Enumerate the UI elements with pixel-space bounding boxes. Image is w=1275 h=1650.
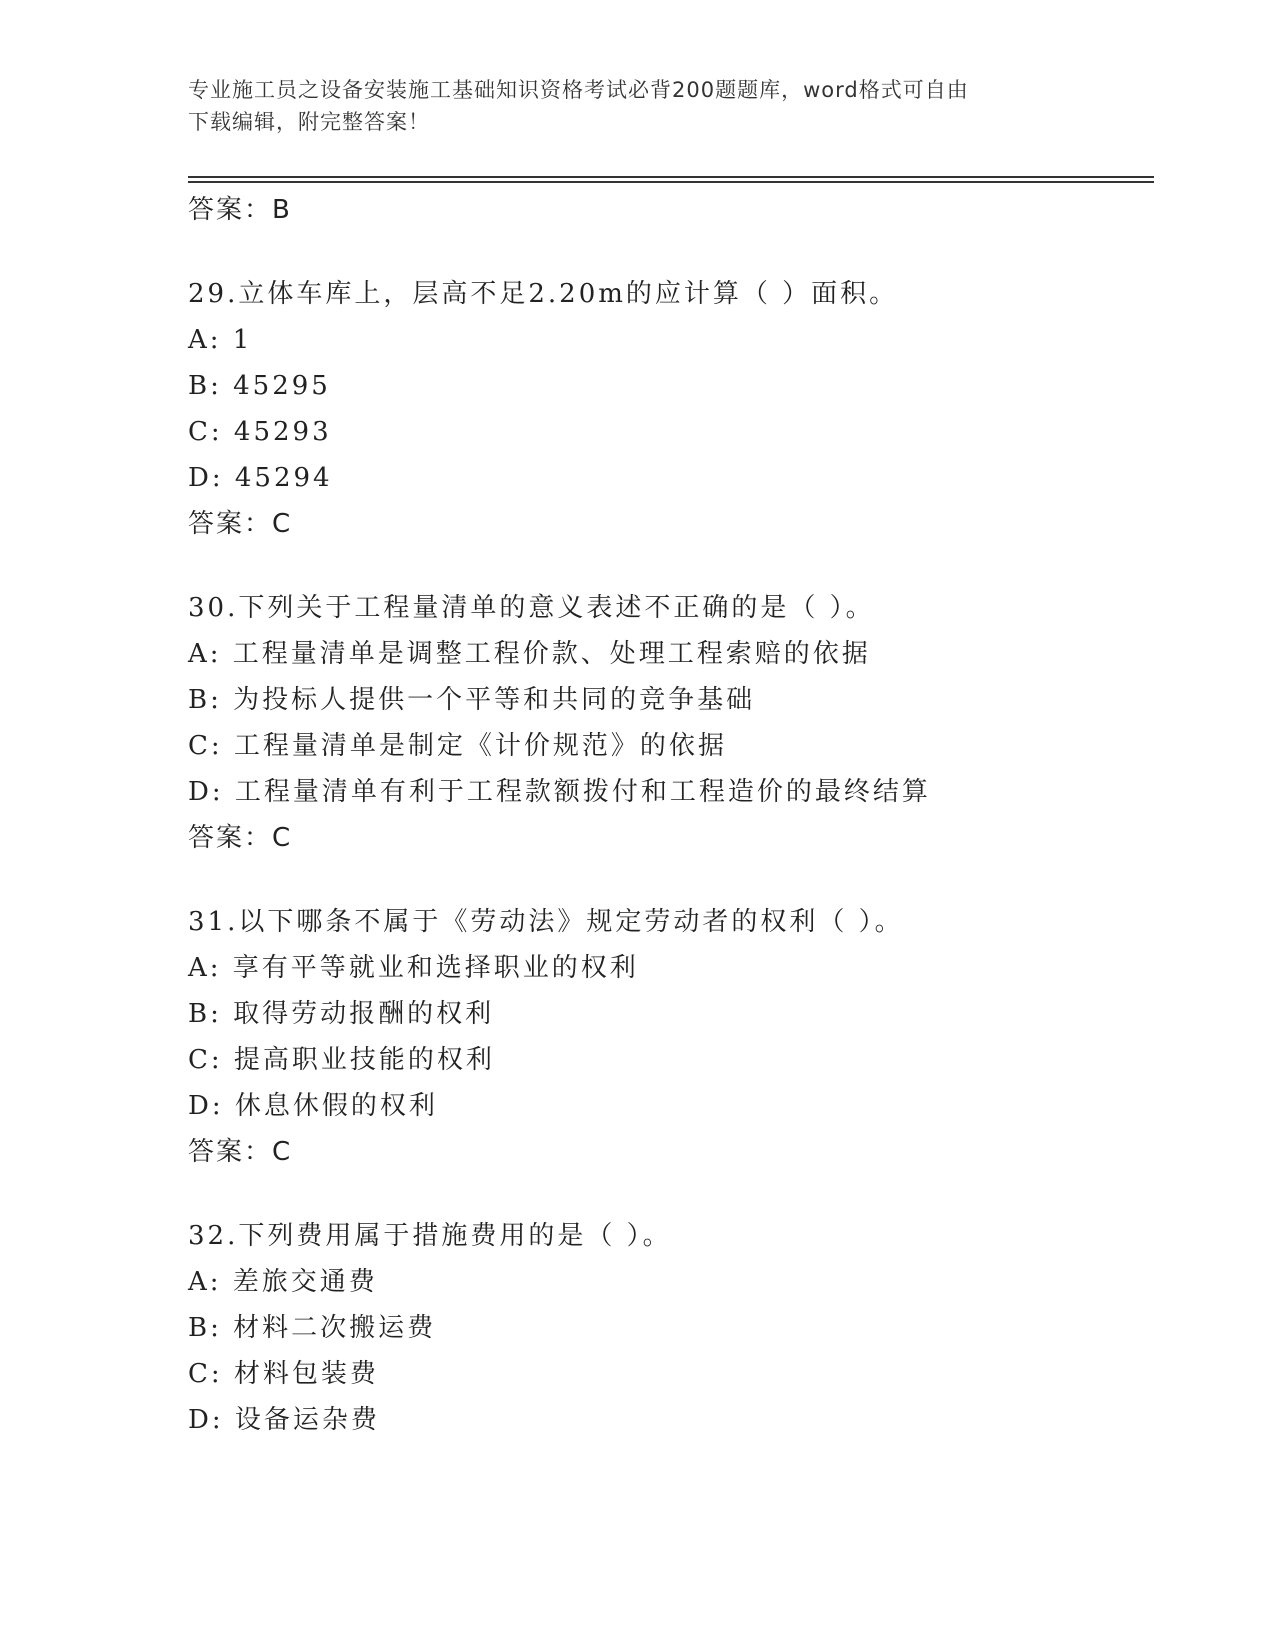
question-item xyxy=(188,585,1154,861)
option-b: B: 45295 xyxy=(188,371,331,401)
option-c: C: 提高职业技能的权利 xyxy=(188,1045,495,1075)
answer-line: 答案：C xyxy=(188,823,293,853)
option-a: A: 1 xyxy=(188,325,253,355)
option-c: C: 材料包装费 xyxy=(188,1359,379,1389)
option-d: D: 45294 xyxy=(188,463,333,493)
answer-line: 答案：C xyxy=(188,1137,293,1167)
option-c: C: 工程量清单是制定《计价规范》的依据 xyxy=(188,731,727,761)
question-item xyxy=(188,1213,1154,1443)
option-a: A: 工程量清单是调整工程价款、处理工程索赔的依据 xyxy=(188,639,871,669)
header-divider-bottom xyxy=(188,181,1154,183)
option-d: D: 工程量清单有利于工程款额拨付和工程造价的最终结算 xyxy=(188,777,931,807)
question-item xyxy=(188,899,1154,1175)
option-c: C: 45293 xyxy=(188,417,332,447)
question-title: 30.下列关于工程量清单的意义表述不正确的是（ ）。 xyxy=(188,593,875,623)
option-a: A: 差旅交通费 xyxy=(188,1267,378,1297)
option-d: D: 设备运杂费 xyxy=(188,1405,380,1435)
question-item xyxy=(188,271,1154,547)
question-title: 32.下列费用属于措施费用的是（ ）。 xyxy=(188,1221,672,1251)
question-list xyxy=(188,187,1154,1443)
answer-line: 答案：C xyxy=(188,509,293,539)
header-line-1: 专业施工员之设备安装施工基础知识资格考试必背200题题库，word格式可自由 xyxy=(188,78,969,102)
option-b: B: 材料二次搬运费 xyxy=(188,1313,437,1343)
header-divider-top xyxy=(188,176,1154,178)
question-title: 31.以下哪条不属于《劳动法》规定劳动者的权利（ ）。 xyxy=(188,907,904,937)
option-b: B: 取得劳动报酬的权利 xyxy=(188,999,495,1029)
answer-line: 答案：B xyxy=(188,195,292,225)
option-b: B: 为投标人提供一个平等和共同的竞争基础 xyxy=(188,685,756,715)
document-header xyxy=(188,74,1068,138)
option-d: D: 休息休假的权利 xyxy=(188,1091,438,1121)
question-title: 29.立体车库上，层高不足2.20m的应计算（ ）面积。 xyxy=(188,279,899,309)
option-a: A: 享有平等就业和选择职业的权利 xyxy=(188,953,639,983)
header-line-2: 下载编辑，附完整答案！ xyxy=(188,110,430,134)
